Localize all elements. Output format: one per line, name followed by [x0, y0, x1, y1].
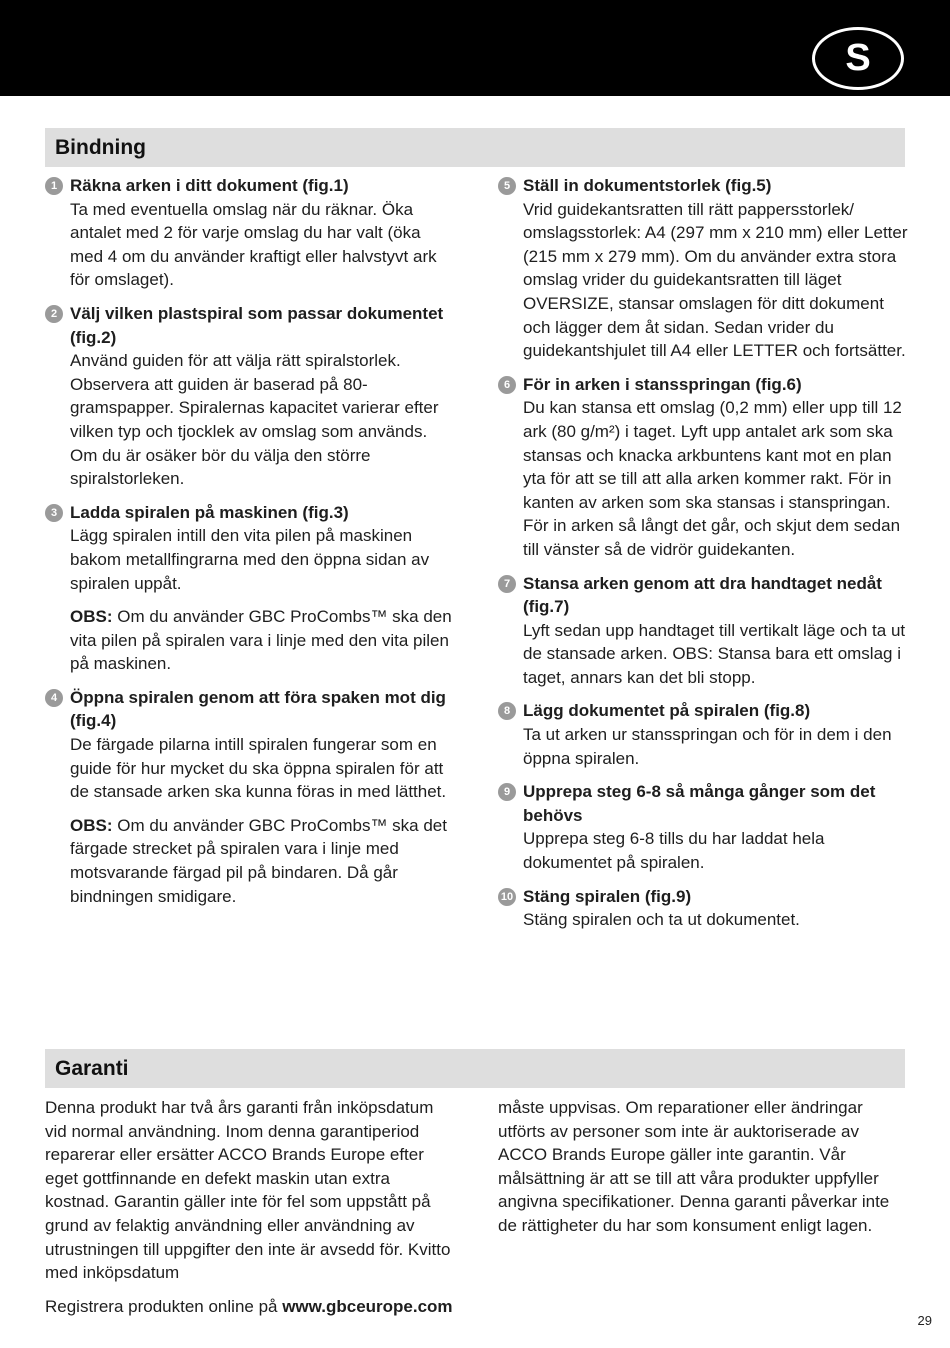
step-number-badge: 5 — [498, 177, 516, 195]
warranty-right-column — [498, 1096, 908, 1238]
step-number-badge: 8 — [498, 702, 516, 720]
step-title: Öppna spiralen genom att föra spaken mot dig (fig.4) — [70, 687, 446, 731]
step-3 — [45, 501, 455, 676]
step-number-badge: 7 — [498, 575, 516, 593]
note-label: OBS: — [70, 607, 113, 627]
warranty-text-part1: Denna produkt har två års garanti från inköpsdatum vid normal användning. Inom denna garantiperiod reparerar eller ersätter ACCO Brands Europe efter eget gottfinnande en defekt maskin utan extra kostnad. Garantin gäller inte för fel som uppstått på grund av felaktig användning eller användning av utrustningen till uppgifter den inte är avsedd för. Kvitto med inköpsdatum — [45, 1098, 451, 1283]
step-number-badge: 1 — [45, 177, 63, 195]
note-text: Om du använder GBC ProCombs™ ska det färgade strecket på spiralen vara i linje med motsvarande färgad pil på bindaren. Då går bindningen smidigare. — [70, 815, 447, 906]
step-number-badge: 4 — [45, 689, 63, 707]
step-6 — [498, 373, 908, 562]
step-number-badge: 10 — [498, 888, 516, 906]
step-body: De färgade pilarna intill spiralen fungerar som en guide för hur mycket du ska öppna spiralen för att de stansade arken ska kunna föras in med lätthet. — [70, 735, 447, 802]
step-body: Ta ut arken ur stansspringan och för in dem i den öppna spiralen. — [523, 725, 892, 768]
step-body: Använd guiden för att välja rätt spiralstorlek. Observera att guiden är baserad på 80-gramspapper. Spiralernas kapacitet varierar efter vilken typ och tjocklek av omslag som används. Om du är osäker bör du välja den större spiralstorleken. — [70, 351, 439, 489]
step-body: Ta med eventuella omslag när du räknar. Öka antalet med 2 för varje omslag du har valt (öka med 4 om du använder kraftigt eller halvstyvt ark för omslaget). — [70, 199, 437, 290]
step-number-badge: 9 — [498, 783, 516, 801]
binding-section-title: Bindning — [55, 136, 146, 159]
step-title: Ladda spiralen på maskinen (fig.3) — [70, 502, 349, 522]
step-10 — [498, 885, 908, 932]
registration-line — [45, 1295, 457, 1319]
step-1 — [45, 174, 455, 292]
step-title: Räkna arken i ditt dokument (fig.1) — [70, 176, 349, 195]
step-9 — [498, 780, 908, 874]
step-body: Vrid guidekantsratten till rätt pappersstorlek/ omslagsstorlek: A4 (297 mm x 210 mm) eller Letter (215 mm x 279 mm). Om du använder extra stora omslag vrider du guidekantsratten till läget OVERSIZE, stansar omslagen för ditt dokument och lägger dem åt sidan. Sedan vrider du guidekantshjulet till A4 eller LETTER och fortsätter. — [523, 199, 908, 361]
binding-left-column — [45, 174, 455, 918]
step-body: Lyft sedan upp handtaget till vertikalt läge och ta ut de stansade arken. OBS: Stansa bara ett omslag i taget, annars kan det bli stopp. — [523, 620, 906, 687]
step-7 — [498, 572, 908, 690]
step-body: Stäng spiralen och ta ut dokumentet. — [523, 910, 800, 930]
step-body: Lägg spiralen intill den vita pilen på maskinen bakom metallfingrarna med den öppna sidan av spiralen uppåt. — [70, 526, 430, 593]
warranty-section-title: Garanti — [55, 1057, 129, 1080]
warranty-section-header — [45, 1049, 905, 1088]
step-title: För in arken i stansspringan (fig.6) — [523, 374, 802, 394]
step-number-badge: 6 — [498, 376, 516, 394]
step-title: Ställ in dokumentstorlek (fig.5) — [523, 176, 772, 195]
binding-section-header — [45, 128, 905, 167]
step-5 — [498, 174, 908, 363]
language-badge: S — [812, 27, 904, 90]
step-8 — [498, 699, 908, 770]
note-label: OBS: — [70, 815, 113, 835]
step-2 — [45, 302, 455, 491]
registration-text: Registrera produkten online på — [45, 1296, 283, 1316]
warranty-text-part2: måste uppvisas. Om reparationer eller ändringar utförts av personer som inte är auktoriserade av ACCO Brands Europe gäller inte garantin. Vår målsättning är att se till att våra produkter uppfyller angivna specifikationer. Denna garanti påverkar inte de rättigheter du har som konsument enligt lagen. — [498, 1098, 890, 1235]
step-body: Upprepa steg 6-8 tills du har laddat hela dokumentet på spiralen. — [523, 829, 825, 873]
binding-right-column — [498, 174, 908, 942]
step-title: Välj vilken plastspiral som passar dokumentet (fig.2) — [70, 303, 444, 347]
step-title: Upprepa steg 6-8 så många gånger som det behövs — [523, 782, 876, 825]
step-note — [70, 814, 455, 908]
step-number-badge: 3 — [45, 504, 63, 522]
step-body: Du kan stansa ett omslag (0,2 mm) eller upp till 12 ark (80 g/m²) i taget. Lyft upp antalet ark som ska stansas och knacka arkbuntens kant mot en plan yta för att se till att alla arken kommer rakt. För in kanten av arken som ska stansas i stanspringan. För in arken så långt det går, och skjut dem sedan till vänster så de vidrör guidekanten. — [523, 398, 902, 559]
page-number: 29 — [917, 1313, 932, 1328]
warranty-left-column — [45, 1096, 457, 1318]
header-bar — [0, 0, 950, 96]
step-note — [70, 605, 455, 676]
step-number-badge: 2 — [45, 305, 63, 323]
note-text: Om du använder GBC ProCombs™ ska den vita pilen på spiralen vara i linje med den vita pilen på maskinen. — [70, 607, 452, 674]
step-title: Lägg dokumentet på spiralen (fig.8) — [523, 701, 811, 721]
step-title: Stäng spiralen (fig.9) — [523, 886, 692, 906]
registration-link[interactable]: www.gbceurope.com — [282, 1296, 453, 1316]
step-4 — [45, 686, 455, 908]
step-title: Stansa arken genom att dra handtaget nedåt (fig.7) — [523, 573, 882, 617]
